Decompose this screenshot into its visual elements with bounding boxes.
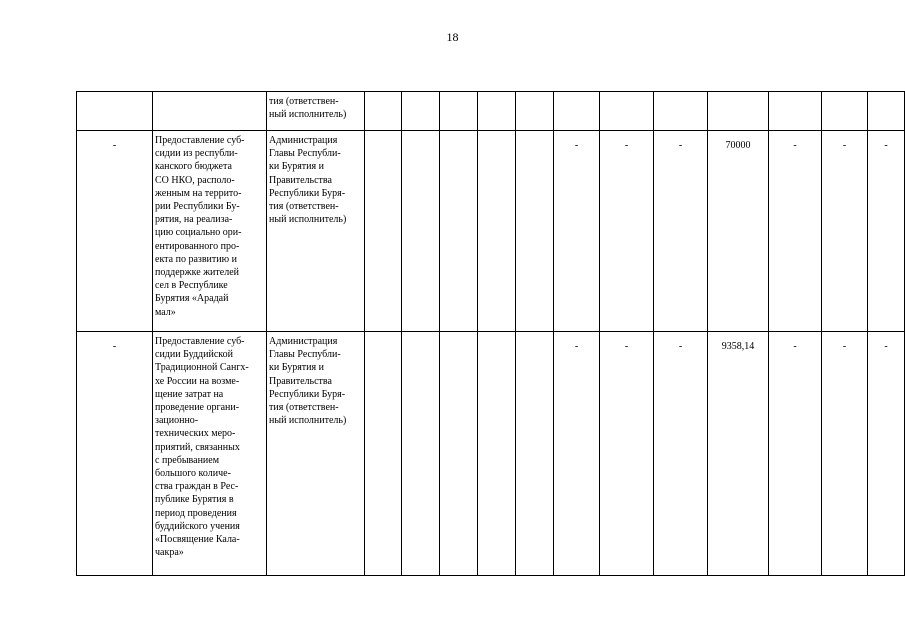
description-line: СО НКО, располо- [155, 174, 235, 186]
description-line: женным на террито- [155, 187, 242, 199]
cell-executor [267, 332, 365, 576]
description-line: сидии из республи- [155, 148, 238, 160]
description-line: цию социально ори- [155, 227, 242, 239]
description-line: Бурятия «Арадай [155, 293, 229, 305]
cell-value: 70000 [708, 131, 769, 332]
cell-value: - [654, 332, 708, 576]
cell-value: - [769, 332, 822, 576]
description-line: сидии Буддийской [155, 349, 233, 361]
description-line: Предоставление суб- [155, 135, 245, 146]
executor-line: Республики Буря- [269, 187, 346, 199]
description-line: приятий, связанных [155, 441, 240, 453]
table-row-continuation [77, 92, 905, 131]
executor-line: ный исполнитель) [269, 109, 347, 121]
description-line: публике Бурятия в [155, 494, 234, 506]
cell-empty [769, 92, 822, 131]
description-line: хе России на возме- [155, 375, 240, 387]
cell-description [153, 131, 267, 332]
cell-empty [478, 92, 516, 131]
executor-line: Правительства [269, 174, 332, 186]
cell-empty [478, 332, 516, 576]
cell-value: - [554, 131, 600, 332]
description-line: щение затрат на [155, 388, 224, 400]
description-line: с пребыванием [155, 454, 220, 466]
description-line: рятия, на реализа- [155, 214, 233, 226]
cell-value: 9358,14 [708, 332, 769, 576]
cell-description [153, 332, 267, 576]
table-row [77, 131, 905, 332]
description-line: поддержке жителей [155, 267, 239, 279]
cell-empty [478, 131, 516, 332]
description-line: екта по развитию и [155, 253, 237, 265]
cell-empty [654, 92, 708, 131]
executor-line: ный исполнитель) [269, 214, 347, 226]
cell-empty [516, 332, 554, 576]
executor-line: Администрация [269, 336, 338, 347]
cell-empty [600, 92, 654, 131]
description-line: ентированного про- [155, 240, 240, 252]
cell-value: - [554, 332, 600, 576]
description-line: мал» [155, 306, 176, 318]
cell-empty [554, 92, 600, 131]
description-line: буддийского учения [155, 520, 240, 532]
cell-empty [365, 332, 402, 576]
cell-executor [267, 131, 365, 332]
cell-value: - [868, 332, 905, 576]
executor-line: Главы Республи- [269, 349, 341, 361]
cell-value: - [769, 131, 822, 332]
cell-empty [440, 131, 478, 332]
cell-empty [516, 131, 554, 332]
executor-line: тия (ответствен- [269, 96, 339, 107]
description-line: проведение органи- [155, 402, 240, 414]
cell-value: - [868, 131, 905, 332]
description-line: зационно- [155, 415, 199, 427]
description-line: ства граждан в Рес- [155, 481, 239, 493]
executor-line: тия (ответствен- [269, 201, 339, 213]
cell-empty [516, 92, 554, 131]
cell-empty [868, 92, 905, 131]
cell-empty [402, 131, 440, 332]
description-line: Предоставление суб- [155, 336, 245, 347]
executor-line: тия (ответствен- [269, 402, 339, 414]
cell-empty [440, 92, 478, 131]
executor-line: Администрация [269, 135, 338, 146]
cell-empty [440, 332, 478, 576]
description-line: технических меро- [155, 428, 236, 440]
executor-line: Республики Буря- [269, 388, 346, 400]
cell-empty [708, 92, 769, 131]
description-line: канского бюджета [155, 161, 232, 173]
cell-executor [267, 92, 365, 131]
description-line: чакра» [155, 547, 184, 559]
executor-line: ный исполнитель) [269, 415, 347, 427]
cell-value: - [822, 332, 868, 576]
cell-value: - [654, 131, 708, 332]
cell-description [153, 92, 267, 131]
executor-line: Главы Республи- [269, 148, 341, 160]
cell-value: - [822, 131, 868, 332]
executor-line: ки Бурятия и [269, 362, 324, 374]
cell-value: - [600, 332, 654, 576]
description-line: рии Республики Бу- [155, 201, 240, 213]
description-line: период проведения [155, 507, 237, 519]
description-line: большого количе- [155, 468, 231, 480]
description-line: сел в Республике [155, 280, 228, 292]
program-table [76, 91, 905, 576]
cell-empty [822, 92, 868, 131]
cell-empty [365, 131, 402, 332]
page-number: 18 [446, 30, 459, 44]
table-row [77, 332, 905, 576]
executor-line: Правительства [269, 375, 332, 387]
executor-line: ки Бурятия и [269, 161, 324, 173]
cell-num [77, 92, 153, 131]
cell-empty [402, 92, 440, 131]
cell-empty [402, 332, 440, 576]
cell-empty [365, 92, 402, 131]
description-line: «Посвящение Кала- [155, 534, 240, 546]
description-line: Традиционной Сангх- [155, 362, 249, 374]
cell-num: - [77, 131, 153, 332]
cell-num: - [77, 332, 153, 576]
cell-value: - [600, 131, 654, 332]
